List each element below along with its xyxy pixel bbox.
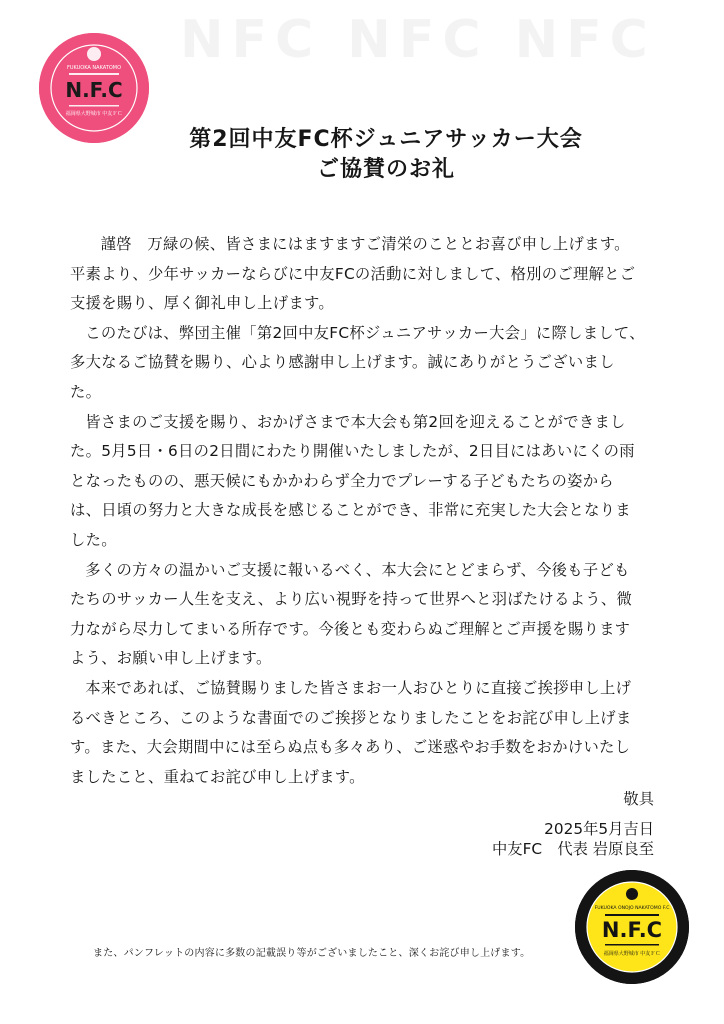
letter-signature: 中友FC 代表 岩原良至: [491, 840, 654, 858]
logo-yellow-name: N.F.C: [601, 918, 663, 942]
nfc-emblem-yellow-icon: [575, 870, 689, 984]
footnote: また、パンフレットの内容に多数の記載誤り等がございましたこと、深くお詫び申し上げます。: [93, 948, 531, 959]
page-title-line1: 第2回中友FC杯ジュニアサッカー大会: [189, 127, 583, 152]
background-watermark: [180, 10, 680, 90]
logo-pink-ring-bottom: 福岡県大野城市 中友ＦＣ: [65, 111, 123, 117]
paragraph-future: 多くの方々の温かいご支援に報いるべく、本大会にとどまらず、今後も子どもたちのサッカー人生を支え、より広い視野を持って世界へと羽ばたけるよう、微力ながら尽力してまいる所存です。今後とも変わらぬご理解とご声援を賜りますよう、お願い申し上げます。: [70, 560, 633, 668]
paragraph-tournament-report: 皆さまのご支援を賜り、おかげさまで本大会も第2回を迎えることができました。5月5日・6日の2日間にわたり開催いたしましたが、2日目にはあいにくの雨となったものの、悪天候にもかかわらず全力でプレーする子どもたちの姿からは、日頃の努力と大きな成長を感じることができ、非常に充実した大会となりました。: [70, 412, 635, 549]
letter-body: [70, 230, 645, 792]
paragraph-thanks: このたびは、弊団主催「第2回中友FC杯ジュニアサッカー大会」に際しまして、多大なるご協賛を賜り、心より感謝申し上げます。誠にありがとうございました。: [70, 323, 645, 401]
logo-yellow-ring-top: FUKUOKA ONOJO NAKATOMO F.C: [594, 906, 670, 911]
paragraph-apology: 本来であれば、ご協賛賜りました皆さまお一人おひとりに直接ご挨拶申し上げるべきところ、このような書面でのご挨拶となりましたことをお詫び申し上げます。また、大会期間中には至らぬ点も多々あり、ご迷惑やお手数をおかけいたしましたこと、重ねてお詫び申し上げます。: [70, 678, 632, 786]
logo-yellow-ring-bottom: 福岡県大野城市 中友ＦＣ: [603, 951, 661, 957]
watermark-text: NFC NFC NFC: [180, 10, 656, 70]
paragraph-greeting: 謹啓 万緑の候、皆さまにはますますご清栄のこととお喜び申し上げます。平素より、少年サッカーならびに中友FCの活動に対しまして、格別のご理解とご支援を賜り、厚く御礼申し上げます。: [70, 235, 636, 313]
nfc-logo-yellow: [575, 870, 689, 984]
page-title-line2: ご協賛のお礼: [316, 157, 455, 182]
letter-date: 2025年5月吉日: [544, 820, 654, 838]
logo-pink-ring-top: FUKUOKA NAKATOMO: [66, 65, 122, 71]
logo-pink-name: N.F.C: [65, 78, 123, 102]
closing-keigu: 敬具: [623, 790, 654, 808]
